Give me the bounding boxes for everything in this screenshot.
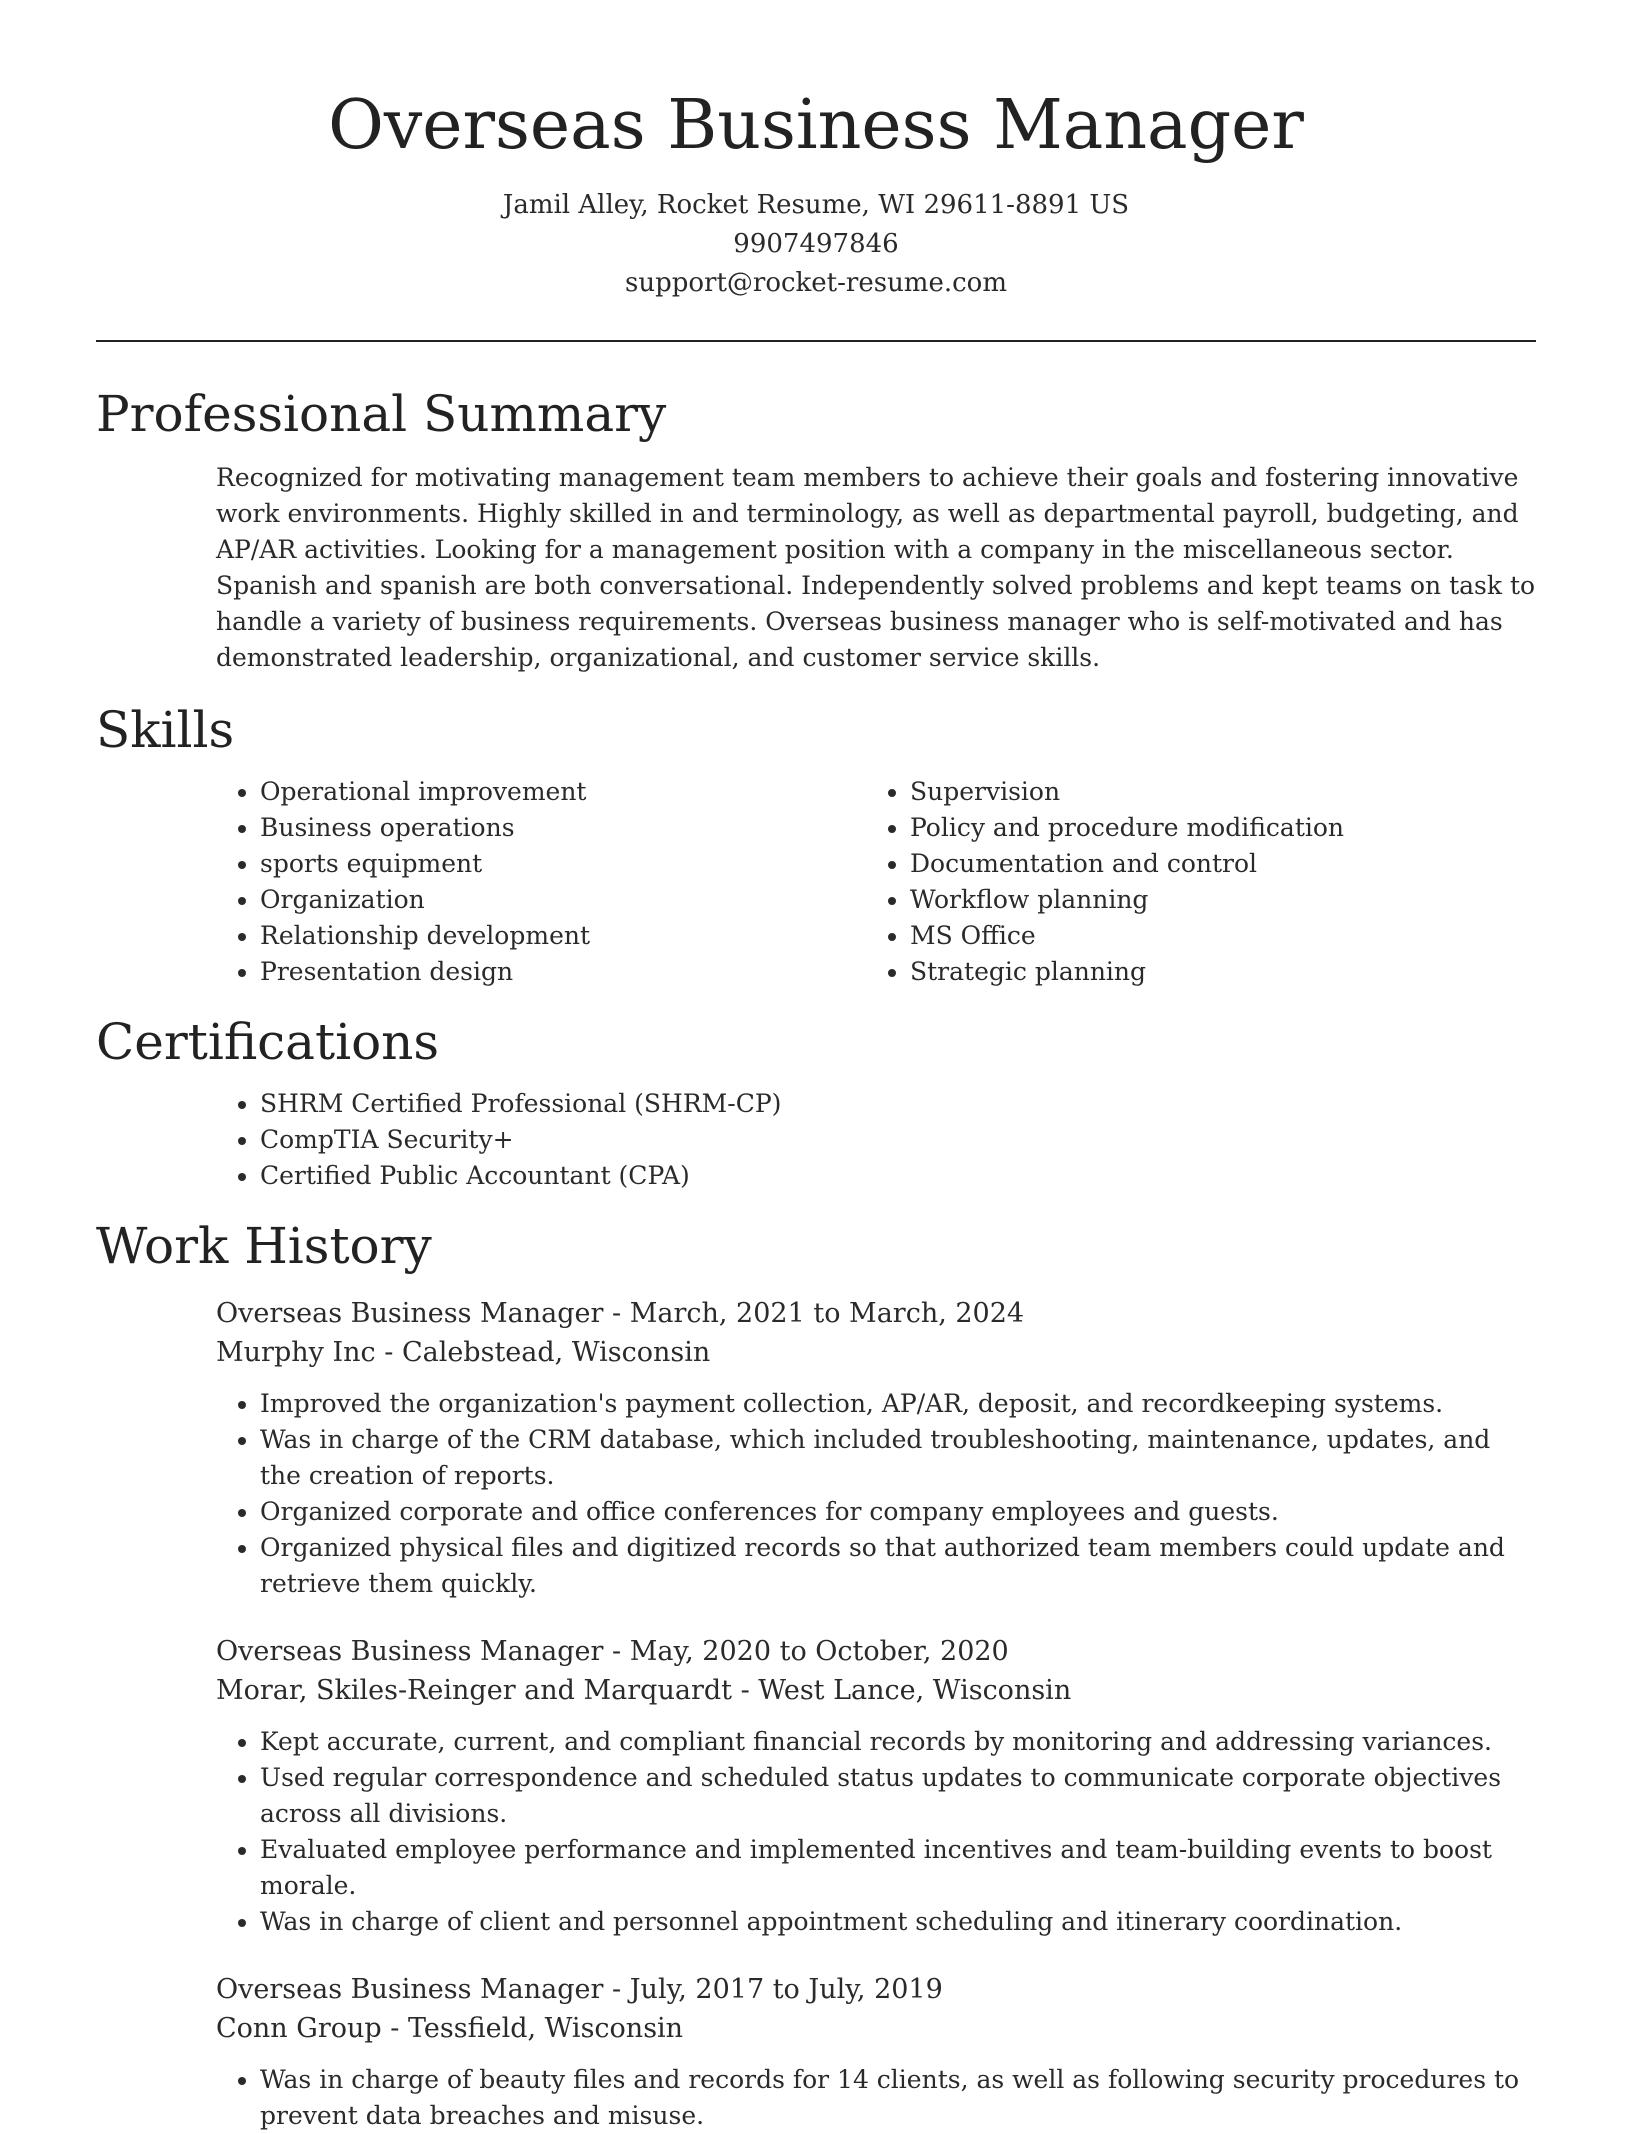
job-entry xyxy=(216,1970,1536,2134)
skills-column-left xyxy=(96,774,746,990)
job-dates: July, 2017 to July, 2019 xyxy=(629,1974,943,2005)
job-title-line xyxy=(216,1294,1536,1333)
job-bullet: • Organized corporate and office conferences for company employees and guests. xyxy=(260,1494,1530,1530)
job-title-line xyxy=(216,1632,1536,1671)
job-bullet: • Was in charge of the CRM database, which included troubleshooting, maintenance, updates, and the creation of reports. xyxy=(260,1422,1530,1494)
skill-item: • Operational improvement xyxy=(260,774,746,810)
job-title-line xyxy=(216,1970,1536,2009)
skill-item: • Workflow planning xyxy=(910,882,1396,918)
separator: - xyxy=(603,1636,630,1667)
skill-item: • Documentation and control xyxy=(910,846,1396,882)
skills-list-left xyxy=(96,774,746,990)
job-bullet-list xyxy=(216,2062,1536,2134)
skills-columns xyxy=(96,774,1536,990)
job-location: Calebstead, Wisconsin xyxy=(401,1337,711,1368)
separator: - xyxy=(732,1675,759,1706)
separator: - xyxy=(375,1337,402,1368)
work-history-heading: Work History xyxy=(96,1217,432,1275)
job-title: Overseas Business Manager xyxy=(216,1636,604,1667)
separator: - xyxy=(603,1974,630,2005)
job-bullet: • Evaluated employee performance and implemented incentives and team-building events to boost morale. xyxy=(260,1832,1530,1904)
job-bullets xyxy=(216,1724,1536,1940)
summary-text: Recognized for motivating management team members to achieve their goals and fostering innovative work environments. Highly skilled in and terminology, as well as departmental payroll, budgeting, and AP/AR activities. Looking for a management position with a company in the miscellaneous sector. Spanish and spanish are both conversational. Independently solved problems and kept teams on task to handle a variety of business requirements. Overseas business manager who is self-motivated and has demonstrated leadership, organizational, and customer service skills. xyxy=(216,463,1536,672)
skills-list-right xyxy=(746,774,1396,990)
job-bullet: • Improved the organization's payment collection, AP/AR, deposit, and recordkeeping systems. xyxy=(260,1386,1530,1422)
contact-address: Jamil Alley, Rocket Resume, WI 29611-8891 US xyxy=(502,190,1130,220)
skill-item: • MS Office xyxy=(910,918,1396,954)
separator: - xyxy=(603,1298,630,1329)
skills-heading: Skills xyxy=(96,701,235,759)
job-bullet: • Was in charge of beauty files and records for 14 clients, as well as following security procedures to prevent data breaches and misuse. xyxy=(260,2062,1530,2134)
job-company: Murphy Inc xyxy=(216,1337,376,1368)
skill-item: • Strategic planning xyxy=(910,954,1396,990)
skill-item: • Business operations xyxy=(260,810,746,846)
resume-title: Overseas Business Manager xyxy=(328,86,1304,165)
skill-item: • Supervision xyxy=(910,774,1396,810)
job-bullet: • Organized physical files and digitized records so that authorized team members could update and retrieve them quickly. xyxy=(260,1530,1530,1602)
job-company-line xyxy=(216,1671,1536,1710)
job-location: Tessfield, Wisconsin xyxy=(407,2013,684,2044)
job-bullet: • Used regular correspondence and scheduled status updates to communicate corporate objectives across all divisions. xyxy=(260,1760,1530,1832)
job-bullets xyxy=(216,1386,1536,1602)
job-entry xyxy=(216,1294,1536,1602)
contact-phone: 9907497846 xyxy=(733,229,899,259)
certification-item: • SHRM Certified Professional (SHRM-CP) xyxy=(260,1086,1536,1122)
job-bullet: • Kept accurate, current, and compliant financial records by monitoring and addressing variances. xyxy=(260,1724,1530,1760)
skill-item: • Organization xyxy=(260,882,746,918)
job-dates: March, 2021 to March, 2024 xyxy=(629,1298,1025,1329)
job-location: West Lance, Wisconsin xyxy=(758,1675,1072,1706)
summary-heading: Professional Summary xyxy=(96,385,667,443)
job-dates: May, 2020 to October, 2020 xyxy=(629,1636,1009,1667)
job-title: Overseas Business Manager xyxy=(216,1298,604,1329)
job-company-line xyxy=(216,2009,1536,2048)
job-title: Overseas Business Manager xyxy=(216,1974,604,2005)
job-bullet-list xyxy=(216,1386,1536,1602)
header-divider xyxy=(96,340,1536,342)
certifications-block xyxy=(96,1086,1536,1194)
job-company: Morar, Skiles-Reinger and Marquardt xyxy=(216,1675,732,1706)
job-company-line xyxy=(216,1333,1536,1372)
certification-item: • CompTIA Security+ xyxy=(260,1122,1536,1158)
job-bullets xyxy=(216,2062,1536,2134)
certifications-heading: Certifications xyxy=(96,1013,440,1071)
skill-item: • sports equipment xyxy=(260,846,746,882)
job-bullet: • Was in charge of client and personnel appointment scheduling and itinerary coordination. xyxy=(260,1904,1530,1940)
skill-item: • Policy and procedure modification xyxy=(910,810,1396,846)
resume-page xyxy=(96,0,1536,2134)
skill-item: • Presentation design xyxy=(260,954,746,990)
contact-email: support@rocket-resume.com xyxy=(624,268,1007,298)
certifications-list xyxy=(96,1086,1536,1194)
skills-column-right xyxy=(746,774,1396,990)
skill-item: • Relationship development xyxy=(260,918,746,954)
contact-block xyxy=(96,186,1536,303)
job-bullet-list xyxy=(216,1724,1536,1940)
certification-item: • Certified Public Accountant (CPA) xyxy=(260,1158,1536,1194)
job-entry xyxy=(216,1632,1536,1940)
job-company: Conn Group xyxy=(216,2013,382,2044)
separator: - xyxy=(381,2013,408,2044)
